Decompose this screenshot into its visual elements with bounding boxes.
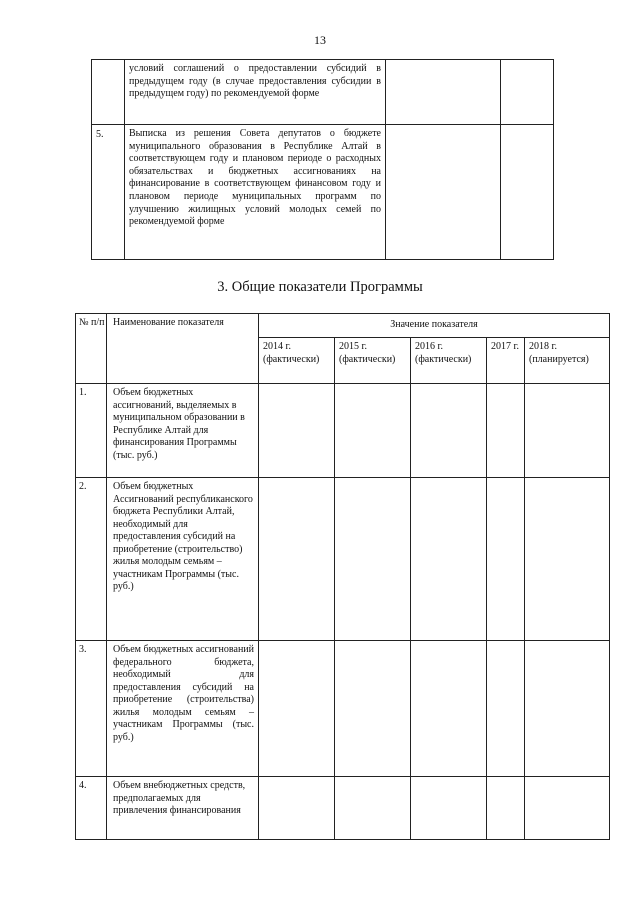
table-row (76, 641, 610, 777)
value-cell (411, 478, 487, 641)
header-year-2015: 2015 г. (фактически) (335, 338, 411, 384)
table-row (92, 125, 554, 260)
page-number: 13 (314, 33, 326, 47)
value-cell (335, 641, 411, 777)
table-row (76, 777, 610, 840)
row-number (92, 60, 125, 125)
value-cell (487, 384, 525, 478)
value-cell (259, 777, 335, 840)
row-number: 1. (76, 384, 107, 478)
header-number: № п/п (76, 314, 107, 384)
empty-cell (501, 60, 554, 125)
row-number: 3. (76, 641, 107, 777)
documents-table (91, 59, 554, 260)
header-year-2014: 2014 г. (фактически) (259, 338, 335, 384)
table-row (92, 60, 554, 125)
header-year-2016: 2016 г. (фактически) (411, 338, 487, 384)
table-header-row (76, 314, 610, 338)
empty-cell (501, 125, 554, 260)
indicator-name: Объем бюджетных ассигнований, выделяемых в муниципальном образовании в Республике Алтай для финансирования Программы (тыс. руб.) (107, 384, 259, 478)
empty-cell (386, 125, 501, 260)
table-row (76, 384, 610, 478)
value-cell (335, 478, 411, 641)
indicator-name: Объем бюджетных Ассигнований республиканского бюджета Республики Алтай, необходимый для предоставления субсидий на приобретение (строительство) жилья молодым семьям – участникам Программы (тыс. руб.) (107, 478, 259, 641)
document-description: Выписка из решения Совета депутатов о бюджете муниципального образования в Республике Алтай в соответствующем году и плановом периоде о расходных обязательствах и бюджетных ассигнованиях на финансирование в соответствующем финансовом году и плановом периоде муниципальных программ по улучшению жилищных условий молодых семей по рекомендуемой форме (125, 125, 386, 260)
row-number: 5. (92, 125, 125, 260)
header-year-2017: 2017 г. (487, 338, 525, 384)
value-cell (411, 641, 487, 777)
value-cell (411, 777, 487, 840)
section-title: 3. Общие показатели Программы (217, 279, 423, 295)
header-value-group: Значение показателя (259, 314, 610, 338)
indicators-table (75, 313, 610, 840)
indicator-name: Объем внебюджетных средств, предполагаемых для привлечения финансирования (107, 777, 259, 840)
value-cell (525, 384, 610, 478)
row-number: 4. (76, 777, 107, 840)
value-cell (259, 641, 335, 777)
value-cell (487, 641, 525, 777)
header-year-2018: 2018 г. (планируется) (525, 338, 610, 384)
indicator-name: Объем бюджетных ассигнований федерального бюджета, необходимый для предоставления субсидий на приобретение (строительства) жилья молодым семьям – участникам Программы (тыс. руб.) (107, 641, 259, 777)
value-cell (525, 641, 610, 777)
value-cell (259, 478, 335, 641)
value-cell (525, 777, 610, 840)
document-description: условий соглашений о предоставлении субсидий в предыдущем году (в случае предоставления субсидии в предыдущем году) по рекомендуемой форме (125, 60, 386, 125)
value-cell (335, 384, 411, 478)
value-cell (487, 478, 525, 641)
value-cell (487, 777, 525, 840)
value-cell (259, 384, 335, 478)
value-cell (411, 384, 487, 478)
row-number: 2. (76, 478, 107, 641)
header-indicator-name: Наименование показателя (107, 314, 259, 384)
empty-cell (386, 60, 501, 125)
value-cell (335, 777, 411, 840)
value-cell (525, 478, 610, 641)
table-row (76, 478, 610, 641)
